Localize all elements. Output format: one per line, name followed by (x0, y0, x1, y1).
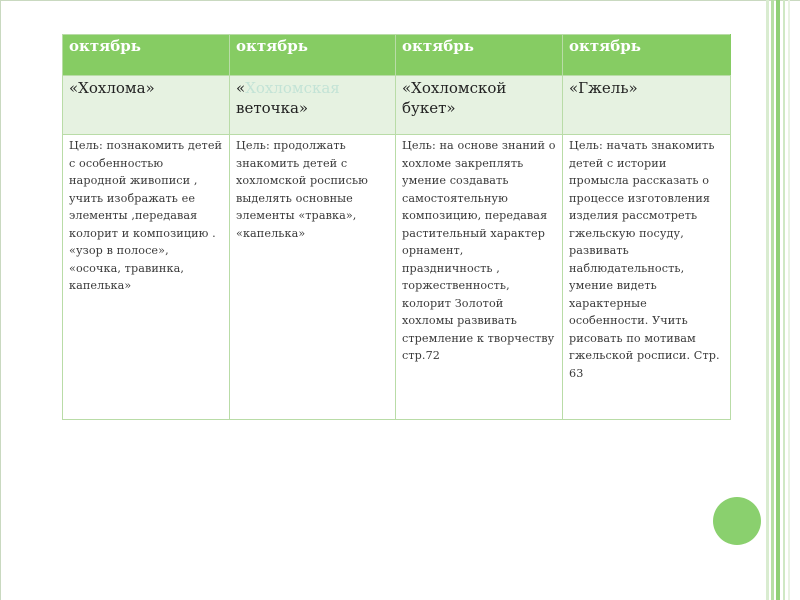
goal-cell: Цель: продолжать знакомить детей с хохломской росписью выделять основные элементы «травка», «капелька» (230, 135, 396, 420)
topic-cell (230, 76, 396, 135)
goal-row (63, 135, 731, 420)
topic-cell: «Хохлома» (63, 76, 230, 135)
topic-cell: «Гжель» (563, 76, 731, 135)
decorative-band (766, 0, 769, 600)
lesson-plan-table (62, 34, 731, 420)
header-row (63, 35, 731, 76)
topic-quote: « (236, 79, 246, 97)
topic-cell: «Хохломской букет» (396, 76, 563, 135)
decorative-band (776, 0, 780, 600)
frame-top-line (0, 0, 800, 1)
decorative-circle (713, 497, 761, 545)
header-cell-month: октябрь (396, 35, 563, 76)
decorative-band (771, 0, 774, 600)
goal-cell: Цель: на основе знаний о хохломе закреплять умение создавать самостоятельную композицию, передавая растительный характер орнамент, праздничность , торжественность, колорит Золотой хохломы развивать стремление к творчеству стр.72 (396, 135, 563, 420)
goal-cell: Цель: познакомить детей с особенностью народной живописи , учить изображать ее элементы ,передавая колорит и композицию . «узор в полосе», «осочка, травинка, капелька» (63, 135, 230, 420)
frame-left-line (0, 0, 1, 600)
topic-row (63, 76, 731, 135)
header-cell-month: октябрь (63, 35, 230, 76)
decorative-band (783, 0, 785, 600)
topic-text: веточка» (236, 99, 309, 117)
goal-cell: Цель: начать знакомить детей с истории промысла рассказать о процессе изготовления изделия рассмотреть гжельскую посуду, развивать наблюдательность, умение видеть характерные особенности. Учить рисовать по мотивам гжельской росписи. Стр. 63 (563, 135, 731, 420)
header-cell-month: октябрь (230, 35, 396, 76)
topic-faded-word: Хохломская (245, 79, 340, 97)
header-cell-month: октябрь (563, 35, 731, 76)
decorative-band (788, 0, 790, 600)
